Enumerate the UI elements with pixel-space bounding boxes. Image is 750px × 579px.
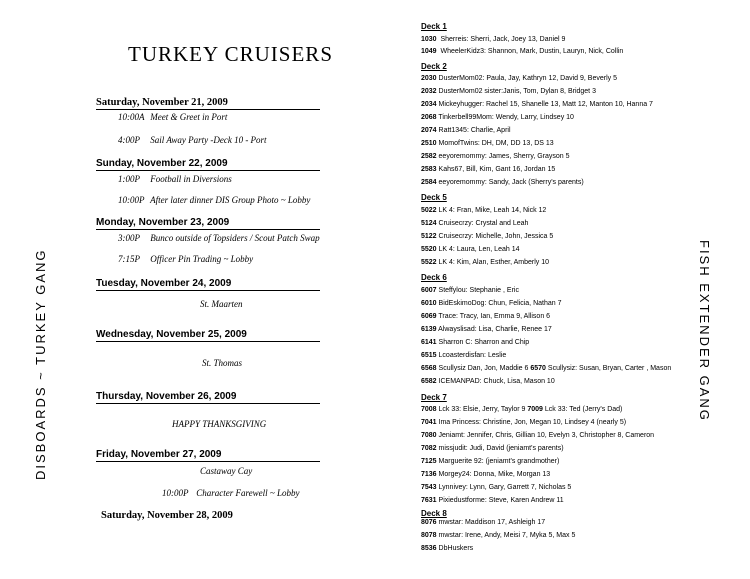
cabin-row: [421, 378, 555, 385]
cabin-number: 7008: [421, 406, 437, 413]
event-time: 10:00P: [162, 488, 189, 498]
port-name: St. Thomas: [202, 358, 243, 368]
cabin-number: 5522: [421, 259, 437, 266]
event: [118, 195, 310, 205]
cabin-row: [421, 207, 546, 214]
cabin-row: [421, 406, 622, 413]
cabin-number: 5022: [421, 207, 437, 214]
cabin-guests: missjudit: Judi, David (jeniamt's parents): [438, 445, 564, 452]
cabin-row: [421, 179, 584, 186]
cabin-number: 7125: [421, 458, 437, 465]
deck-header: Deck 6: [421, 273, 447, 282]
cabin-guests: Ima Princess: Christine, Jon, Megan 10, Lindsey 4 (nearly 5): [438, 419, 627, 426]
side-label-right: FISH EXTENDER GANG: [697, 240, 712, 422]
cabin-number: 7082: [421, 445, 437, 452]
cabin-number: 7543: [421, 484, 437, 491]
cabin-guests: mwstar: Maddison 17, Ashleigh 17: [438, 519, 546, 526]
cabin-guests: eeyoremommy: James, Sherry, Grayson 5: [438, 153, 570, 160]
event-desc: Meet & Greet in Port: [150, 112, 228, 122]
event-time: 1:00P: [118, 174, 140, 184]
cabin-guests: Jeniamt: Jennifer, Chris, Gillian 10, Evelyn 3, Christopher 8, Cameron: [438, 432, 655, 439]
deck-header: Deck 7: [421, 393, 447, 402]
cabin-number: 7631: [421, 497, 437, 504]
day-header: Tuesday, November 24, 2009: [96, 278, 320, 291]
cabin-guests: Steffylou: Stephanie , Eric: [438, 287, 519, 294]
cabin-number: 5124: [421, 220, 437, 227]
cabin-row: [421, 313, 550, 320]
cabin-number: 8536: [421, 545, 437, 552]
deck-header: Deck 1: [421, 22, 447, 31]
event-time: 10:00P: [118, 195, 145, 205]
cabin-guests: Scullysiz: Susan, Bryan, Carter , Mason: [547, 365, 672, 372]
cabin-guests: Lynnivey: Lynn, Gary, Garrett 7, Nicholas 5: [438, 484, 572, 491]
event: [118, 174, 232, 184]
event: [118, 233, 320, 243]
event-time: 3:00P: [118, 233, 140, 243]
cabin-guests: Morgey24: Donna, Mike, Morgan 13: [438, 471, 551, 478]
cabin-guests: DusterMom02: Paula, Jay, Kathryn 12, David 9, Beverly 5: [438, 75, 617, 82]
cabin-guests: Pixiedustforme: Steve, Karen Andrew 11: [438, 497, 564, 504]
cabin-row: [421, 287, 519, 294]
event-desc: Sail Away Party -Deck 10 - Port: [150, 135, 267, 145]
event: [118, 112, 227, 122]
event: [118, 135, 267, 145]
deck-header: Deck 2: [421, 62, 447, 71]
day-header: Friday, November 27, 2009: [96, 449, 320, 462]
cabin-row: [421, 471, 550, 478]
cabin-row: [421, 114, 574, 121]
cabin-row: [421, 458, 559, 465]
cabin-number: 5520: [421, 246, 437, 253]
cabin-guests: Ratt1345: Charlie, April: [438, 127, 511, 134]
cabin-number: 6007: [421, 287, 437, 294]
cabin-row: [421, 419, 626, 426]
event-desc: After later dinner DIS Group Photo ~ Lobby: [150, 195, 311, 205]
cabin-row: [421, 127, 511, 134]
cabin-number: 6010: [421, 300, 437, 307]
cabin-number: 2068: [421, 114, 437, 121]
cabin-guests: LK 4: Kim, Alan, Esther, Amberly 10: [438, 259, 550, 266]
cabin-number: 6568: [421, 365, 437, 372]
cabin-number: 2030: [421, 75, 437, 82]
cabin-number: 2034: [421, 101, 437, 108]
cabin-row: [421, 532, 575, 539]
event-desc: Football in Diversions: [150, 174, 232, 184]
deck-header: Deck 8: [421, 509, 447, 518]
cabin-number: 2510: [421, 140, 437, 147]
event-desc: Bunco outside of Topsiders / Scout Patch Swap: [150, 233, 320, 243]
cabin-row: [421, 75, 617, 82]
cabin-row: [421, 352, 506, 359]
cabin-row: [421, 432, 654, 439]
cabin-row: [421, 339, 529, 346]
event-time: 4:00P: [118, 135, 140, 145]
day-header: Wednesday, November 25, 2009: [96, 329, 320, 342]
cabin-row: [421, 166, 555, 173]
day-header: Saturday, November 28, 2009: [101, 510, 233, 521]
cabin-row: [421, 48, 623, 55]
cabin-number: 6139: [421, 326, 437, 333]
cabin-row: [421, 484, 571, 491]
cabin-row: [421, 233, 553, 240]
cabin-row: [421, 545, 473, 552]
cabin-number: 7041: [421, 419, 437, 426]
cabin-guests: Tinkerbell99Mom: Wendy, Larry, Lindsey 10: [438, 114, 574, 121]
cabin-guests: Sherreis: Sherri, Jack, Joey 13, Daniel 9: [440, 36, 566, 43]
cabin-row: [421, 88, 596, 95]
cabin-guests: Mickeyhugger: Rachel 15, Shanelle 13, Matt 12, Manton 10, Hanna 7: [438, 101, 653, 108]
cabin-number: 7080: [421, 432, 437, 439]
cabin-row: [421, 101, 653, 108]
cabin-guests: LK 4: Laura, Len, Leah 14: [438, 246, 520, 253]
cabin-number: 8076: [421, 519, 437, 526]
cabin-row: [421, 300, 561, 307]
event: [162, 488, 300, 498]
cabin-guests: BidEskimoDog: Chun, Felicia, Nathan 7: [438, 300, 562, 307]
cabin-row: [421, 153, 570, 160]
cabin-number: 2582: [421, 153, 437, 160]
day-header: Thursday, November 26, 2009: [96, 391, 320, 404]
port-name: HAPPY THANKSGIVING: [172, 419, 267, 429]
cabin-guests: Alwayslisad: Lisa, Charlie, Renee 17: [438, 326, 552, 333]
cabin-row: [421, 445, 564, 452]
event: [118, 254, 253, 264]
cabin-number: 2584: [421, 179, 437, 186]
cabin-number: 1030: [421, 36, 437, 43]
cabin-row: [421, 259, 549, 266]
cabin-number: 2074: [421, 127, 437, 134]
port-name: St. Maarten: [200, 299, 243, 309]
cabin-row: [421, 497, 564, 504]
cabin-guests: Lcoasterdisfan: Leslie: [438, 352, 507, 359]
cabin-number: 6141: [421, 339, 437, 346]
cabin-guests: mwstar: Irene, Andy, Meisi 7, Myka 5, Max 5: [438, 532, 576, 539]
cabin-number: 7009: [527, 406, 543, 413]
event-desc: Character Farewell ~ Lobby: [196, 488, 300, 498]
cabin-number: 2032: [421, 88, 437, 95]
event-time: 10:00A: [118, 112, 145, 122]
cabin-guests: MomofTwins: DH, DM, DD 13, DS 13: [438, 140, 554, 147]
cabin-guests: LK 4: Fran, Mike, Leah 14, Nick 12: [438, 207, 547, 214]
cabin-row: [421, 36, 565, 43]
cabin-guests: DbHuskers: [438, 545, 474, 552]
cabin-guests: WheelerKidz3: Shannon, Mark, Dustin, Lauryn, Nick, Collin: [440, 48, 624, 55]
side-label-left: DISBOARDS ~ TURKEY GANG: [33, 248, 48, 480]
cabin-number: 6570: [530, 365, 546, 372]
deck-header: Deck 5: [421, 193, 447, 202]
port-name: Castaway Cay: [200, 466, 253, 476]
cabin-guests: Trace: Tracy, Ian, Emma 9, Allison 6: [438, 313, 551, 320]
cabin-row: [421, 519, 545, 526]
cabin-row: [421, 365, 671, 372]
page-title: TURKEY CRUISERS: [128, 42, 333, 66]
cabin-guests: Cruisecrzy: Michelle, John, Jessica 5: [438, 233, 554, 240]
cabin-number: 8078: [421, 532, 437, 539]
day-header: Saturday, November 21, 2009: [96, 97, 320, 110]
cabin-number: 6582: [421, 378, 437, 385]
cabin-guests: Sharron C: Sharron and Chip: [438, 339, 530, 346]
cabin-number: 6515: [421, 352, 437, 359]
cabin-row: [421, 220, 528, 227]
event-desc: Officer Pin Trading ~ Lobby: [150, 254, 254, 264]
cabin-guests: DusterMom02 sister:Janis, Tom, Dylan 8, Bridget 3: [438, 88, 596, 95]
day-header: Sunday, November 22, 2009: [96, 158, 320, 171]
cabin-guests: Lck 33: Elsie, Jerry, Taylor 9: [438, 406, 526, 413]
cabin-number: 7136: [421, 471, 437, 478]
day-header: Monday, November 23, 2009: [96, 217, 320, 230]
cabin-guests: Lck 33: Ted (Jerry's Dad): [544, 406, 623, 413]
cabin-row: [421, 246, 520, 253]
cabin-guests: Kahs67, Bill, Kim, Gant 16, Jordan 15: [438, 166, 556, 173]
cabin-row: [421, 140, 554, 147]
cabin-number: 1049: [421, 48, 437, 55]
cabin-guests: Scullysiz Dan, Jon, Maddie 6: [438, 365, 529, 372]
cabin-guests: Cruisecrzy: Crystal and Leah: [438, 220, 529, 227]
cabin-row: [421, 326, 552, 333]
cabin-number: 6069: [421, 313, 437, 320]
event-time: 7:15P: [118, 254, 140, 264]
cabin-guests: Marguerite 92: (jeniamt's grandmother): [438, 458, 560, 465]
cabin-number: 5122: [421, 233, 437, 240]
cabin-guests: ICEMANPAD: Chuck, Lisa, Mason 10: [438, 378, 555, 385]
cabin-number: 2583: [421, 166, 437, 173]
cabin-guests: eeyoremommy: Sandy, Jack (Sherry's parents): [438, 179, 584, 186]
